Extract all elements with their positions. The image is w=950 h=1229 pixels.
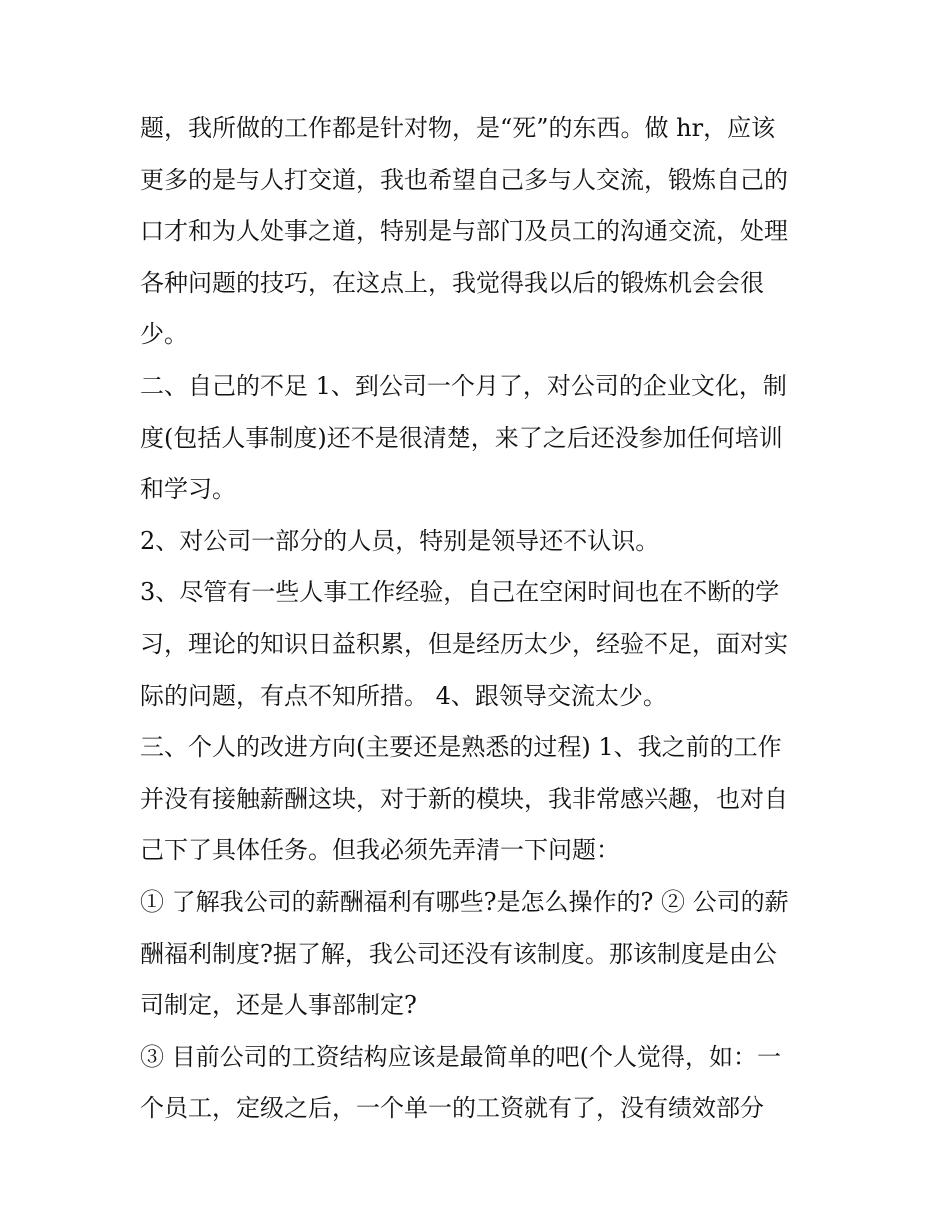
text-line: 2、对公司一部分的人员，特别是领导还不认识。 [140,526,660,555]
text-line: 个员工，定级之后，一个单一的工资就有了，没有绩效部分 [140,1094,764,1123]
text-line: ③ 目前公司的工资结构应该是最简单的吧(个人觉得，如：一 [140,1042,781,1071]
text-line: 二、自己的不足 1、到公司一个月了，对公司的企业文化，制 [140,371,787,400]
text-line: 三、个人的改进方向(主要还是熟悉的过程) 1、我之前的工作 [140,733,782,762]
text-line: 少。 [140,320,188,349]
text-line: 己下了具体任务。但我必须先弄清一下问题： [140,836,620,865]
text-line: ① 了解我公司的薪酬福利有哪些?是怎么操作的? ② 公司的薪 [140,887,789,916]
text-line: 度(包括人事制度)还不是很清楚，来了之后还没参加任何培训 [140,423,783,452]
text-line: 题，我所做的工作都是针对物，是“死”的东西。做 hr，应该 [140,114,776,142]
text-line: 司制定，还是人事部制定? [140,991,417,1020]
document-body [140,103,820,1135]
text-line: 和学习。 [140,475,236,504]
text-line: 习，理论的知识日益积累，但是经历太少，经验不足，面对实 [140,629,788,658]
text-line: 并没有接触薪酬这块，对于新的模块，我非常感兴趣，也对自 [140,784,788,813]
text-line: 际的问题，有点不知所措。 4、跟领导交流太少。 [140,681,667,710]
text-line: 更多的是与人打交道，我也希望自己多与人交流，锻炼自己的 [140,165,788,194]
text-line: 3、尽管有一些人事工作经验，自己在空闲时间也在不断的学 [140,578,780,607]
text-line: 各种问题的技巧，在这点上，我觉得我以后的锻炼机会会很 [140,268,764,297]
text-line: 口才和为人处事之道，特别是与部门及员工的沟通交流，处理 [140,217,788,246]
text-line: 酬福利制度?据了解，我公司还没有该制度。那该制度是由公 [140,939,777,968]
